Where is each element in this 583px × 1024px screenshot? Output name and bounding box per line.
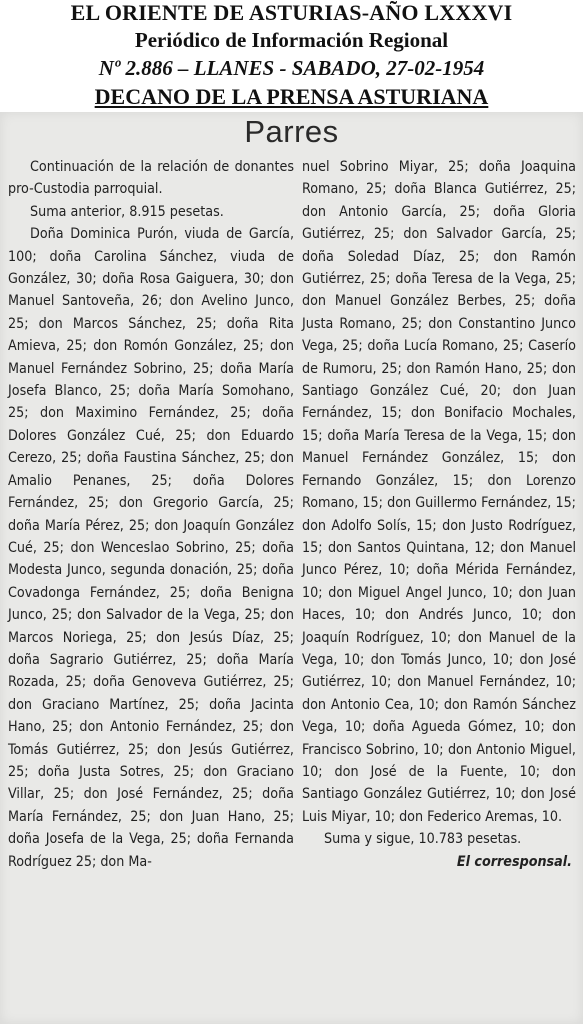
newspaper-name: EL ORIENTE DE ASTURIAS-AÑO LXXXVI xyxy=(70,0,513,25)
article-intro: Continuación de la relación de donantes pro-Custodia parroquial. xyxy=(8,159,294,198)
newspaper-subtitle: Periódico de Información Regional xyxy=(134,28,449,52)
article-column-right xyxy=(302,156,576,873)
article-column-left xyxy=(8,156,294,873)
newspaper-clipping xyxy=(0,112,583,1024)
donor-list-left: Doña Dominica Purón, viuda de García, 100; doña Carolina Sánchez, viuda de González, 30; doña Rosa Gaiguera, 30; don Manuel Santoveña, 26; don Avelino Junco, 25; don Marcos Sánchez, 25; doña Rita Amieva, 25; don Romón González, 25; don Manuel Fernández Sobrino, 25; doña María Josefa Blanco, 25; doña María Somohano, 25; don Maximino Fernández, 25; doña Dolores González Cué, 25; don Eduardo Cerezo, 25; doña Faustina Sánchez, 25; don Amalio Penanes, 25; doña Dolores Fernández, 25; don Gregorio García, 25; doña María Pérez, 25; don Joaquín González Cué, 25; don Wenceslao Sobrino, 25; doña Modesta Junco, segunda donación, 25; doña Covadonga Fernández, 25; doña Benigna Junco, 25; don Salvador de la Vega, 25; don Marcos Noriega, 25; don Jesús Díaz, 25; doña Sagrario Gutiérrez, 25; doña María Rozada, 25; doña Genoveva Gutiérrez, 25; don Graciano Martínez, 25; doña Jacinta Hano, 25; don Antonio Fernández, 25; don Tomás Gutiérrez, 25; don Jesús Gutiérrez, 25; doña Justa Sotres, 25; don Graciano Villar, 25; don José Fernández, 25; doña María Fernández, 25; don Juan Hano, 25; doña Josefa de la Vega, 25; doña Fernanda Rodríguez 25; don Ma- xyxy=(8,226,294,870)
article-heading: Parres xyxy=(244,114,339,149)
previous-sum: Suma anterior, 8.915 pesetas. xyxy=(30,203,224,220)
donor-list-right: nuel Sobrino Miyar, 25; doña Joaquina Romano, 25; doña Blanca Gutiérrez, 25; don Antonio García, 25; doña Gloria Gutiérrez, 25; don Salvador García, 25; doña Soledad Díaz, 25; don Ramón Gutiérrez, 25; doña Teresa de la Vega, 25; don Manuel González Berbes, 25; doña Justa Romano, 25; don Constantino Junco Vega, 25; doña Lucía Romano, 25; Caserío de Rumoru, 25; don Ramón Hano, 25; don Santiago González Cué, 20; don Juan Fernández, 15; don Bonifacio Mochales, 15; doña María Teresa de la Vega, 15; don Manuel Fernández González, 15; don Fernando González, 15; don Lorenzo Romano, 15; don Guillermo Fernández, 15; don Adolfo Solís, 15; don Justo Rodríguez, 15; don Santos Quintana, 12; don Manuel Junco Pérez, 10; doña Mérida Fernández, 10; don Miguel Angel Junco, 10; don Juan Haces, 10; don Andrés Junco, 10; don Joaquín Rodríguez, 10; don Manuel de la Vega, 10; don Tomás Junco, 10; don José Gutiérrez, 10; don Manuel Fernández, 10; don Antonio Cea, 10; don Ramón Sánchez Vega, 10; doña Agueda Gómez, 10; don Francisco Sobrino, 10; don Antonio Miguel, 10; don José de la Fuente, 10; don Santiago González Gutiérrez, 10; don José Luis Miyar, 10; don Federico Aremas, 10. xyxy=(302,159,576,825)
issue-dateline: Nº 2.886 – LLANES - SABADO, 27-02-1954 xyxy=(98,56,485,80)
newspaper-motto: DECANO DE LA PRENSA ASTURIANA xyxy=(94,84,489,109)
closing-sum: Suma y sigue, 10.783 pesetas. xyxy=(324,831,522,848)
masthead xyxy=(0,0,583,112)
correspondent-signature: El corresponsal. xyxy=(456,853,572,870)
